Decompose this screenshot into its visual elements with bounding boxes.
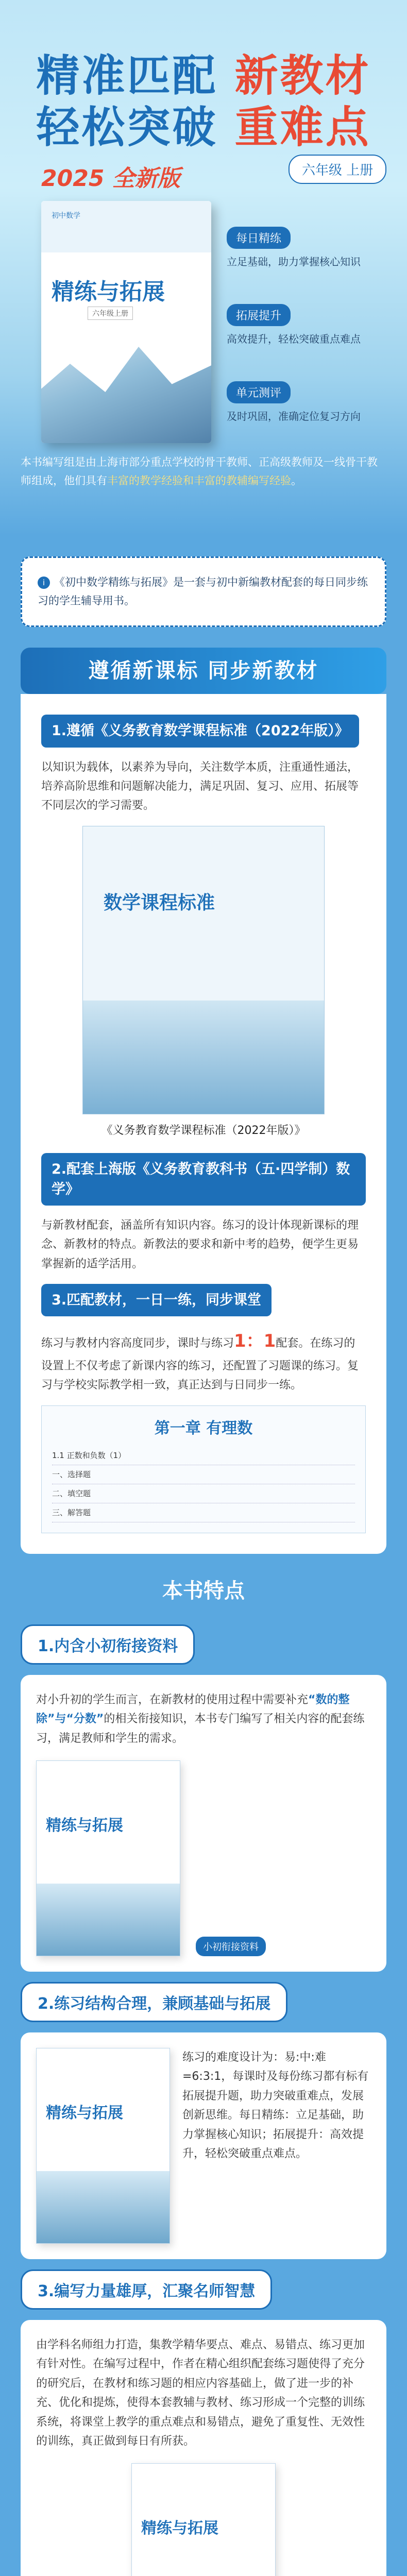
feature-3-card xyxy=(21,2320,386,2576)
hero-title-part: 新教材 xyxy=(234,50,371,101)
hero-feature xyxy=(227,381,381,424)
feature-3-text: 由学科名师组力打造，集教学精华要点、难点、易错点、练习更加有针对性。在编写过程中，作者在精心组织配套练习题使得了充分的研究后，在教材和练习题的相应内容基础上，做了进一步的补充、优化和提炼，使得本套教辅与教材、练习形成一个完整的训练系统，将课堂上教学的重点难点和易错点，避免了重复性、无效性的训练，真正做到每日有所获。 xyxy=(36,2338,365,2448)
feature-1-card xyxy=(21,1675,386,1972)
feature-2-title: 2.练习结构合理，兼顾基础与拓展 xyxy=(21,1982,287,2022)
feature-desc: 及时巩固，准确定位复习方向 xyxy=(227,410,361,422)
hero-title-part: 轻松突破 xyxy=(36,102,218,152)
book-grade: 六年级上册 xyxy=(88,307,133,320)
book-cover xyxy=(41,201,211,443)
intro-text: 。 xyxy=(291,474,302,487)
feature-desc: 立足基础，助力掌握核心知识 xyxy=(227,256,361,268)
mountain-illustration xyxy=(41,330,211,443)
standard-book-cover xyxy=(82,826,325,1114)
feature-2-book xyxy=(36,2048,170,2244)
standard-book-graphic xyxy=(83,1001,324,1114)
hero-title-part: 精准匹配 xyxy=(36,50,218,101)
feature-2-text: 练习的难度设计为：易:中:难=6:3:1，每课时及每份练习都有标有拓展提升题，助力突破重难点，发展创新思维。每日精练：立足基础，助力掌握核心知识；拓展提升：高效提升，轻松突破重点难点。 xyxy=(182,2051,369,2160)
feature-1-text xyxy=(36,1690,371,1748)
feature-desc: 高效提升，轻松突破重点难点 xyxy=(227,333,361,345)
mini-book-graphic xyxy=(37,1884,180,1956)
feature-1-title: 1.内含小初衔接资料 xyxy=(21,1624,195,1665)
feature-1-book xyxy=(36,1760,180,1956)
grade-badge: 六年级 上册 xyxy=(289,155,386,184)
hero-title-part: 重难点 xyxy=(234,102,371,152)
edition-badge: 2025 全新版 xyxy=(41,165,180,192)
features-title: 本书特点 xyxy=(162,1579,245,1603)
feature-tag: 单元测评 xyxy=(227,381,291,403)
section-body-1: 以知识为载体，以素养为导向，关注数学本质，注重通性通法，培养高阶思维和问题解决能力，满足巩固、复习、应用、拓展等不同层次的学习需要。 xyxy=(41,760,359,812)
feature-3-title: 3.编写力量雄厚，汇聚名师智慧 xyxy=(21,2269,272,2310)
intro-card-text xyxy=(38,573,369,610)
section-text: 练习与教材内容高度同步，课时与练习 xyxy=(41,1337,234,1350)
mini-book-title: 精练与拓展 xyxy=(46,2104,123,2123)
book-series: 初中数学 xyxy=(52,212,80,220)
hero-intro xyxy=(21,453,386,490)
book-band xyxy=(41,201,211,252)
hero-feature xyxy=(227,227,381,269)
standard-book-title: 数学课程标准 xyxy=(104,892,215,913)
feature-tag: 拓展提升 xyxy=(227,304,291,326)
feature-highlight: “数的整除”与“分数” xyxy=(36,1693,350,1726)
feature-2-card xyxy=(21,2032,386,2259)
feature-text: 对小升初的学生而言，在新教材的使用过程中需要补充 xyxy=(36,1693,309,1706)
section-body-3 xyxy=(41,1327,366,1395)
lesson-heading: 第一章 有理数 xyxy=(154,1419,253,1437)
ratio-highlight: 1：1 xyxy=(234,1331,276,1352)
hero-feature xyxy=(227,304,381,347)
mini-book-graphic xyxy=(37,2171,169,2243)
lesson-row: 一、选择题 xyxy=(52,1465,355,1484)
curriculum-card xyxy=(21,694,386,1553)
standard-book-caption: 《义务教育数学课程标准（2022年版）》 xyxy=(101,1124,306,1137)
feature-tag: 每日精练 xyxy=(227,227,291,249)
intro-text: 本书编写组是由上海市部分重点学校的骨干教师、正高级教师及一线骨干教师组成，他们具有 xyxy=(21,456,378,487)
intro-card-body: 《初中数学精练与拓展》是一套与初中新编教材配套的每日同步练习的学生辅导用书。 xyxy=(38,576,368,607)
feature-3-book xyxy=(131,2463,276,2576)
intro-highlight: 丰富的教学经验和丰富的教辅编写经验 xyxy=(107,474,291,487)
section-heading-2: 2.配套上海版《义务教育教科书（五·四学制）数学》 xyxy=(41,1153,366,1206)
section-body-2: 与新教材配套，涵盖所有知识内容。练习的设计体现新课标的理念、新教材的特点。新教法的要求和新中考的趋势，便学生更易掌握新的适学活用。 xyxy=(41,1218,359,1270)
hero xyxy=(0,0,407,536)
feature-text: 的相关衔接知识，本书专门编写了相关内容的配套练习，满足教师和学生的需求。 xyxy=(36,1713,365,1745)
bridge-material-chip: 小初衔接资料 xyxy=(196,1937,266,1956)
lesson-sample xyxy=(41,1405,366,1533)
book-title: 精练与拓展 xyxy=(52,279,165,305)
lesson-row: 三、解答题 xyxy=(52,1503,355,1522)
lesson-row: 1.1 正数和负数（1） xyxy=(52,1446,355,1465)
hero-title-line2 xyxy=(0,93,407,155)
info-icon: i xyxy=(38,577,50,589)
section-heading-1: 1.遵循《义务教育数学课程标准（2022年版）》 xyxy=(41,715,359,747)
mini-book-title: 精练与拓展 xyxy=(141,2519,218,2538)
mini-book-title: 精练与拓展 xyxy=(46,1817,123,1835)
section-heading-3: 3.匹配教材，一日一练，同步课堂 xyxy=(41,1284,272,1316)
section-banner: 遵循新课标 同步新教材 xyxy=(21,648,386,694)
lesson-row: 二、填空题 xyxy=(52,1484,355,1503)
intro-card xyxy=(21,556,386,627)
section-text: 配套。在练习的设置上不仅考虑了新课内容的练习，还配置了习题课的练习。复习与学校实际教学相一致，真正达到与日同步一练。 xyxy=(41,1337,359,1392)
